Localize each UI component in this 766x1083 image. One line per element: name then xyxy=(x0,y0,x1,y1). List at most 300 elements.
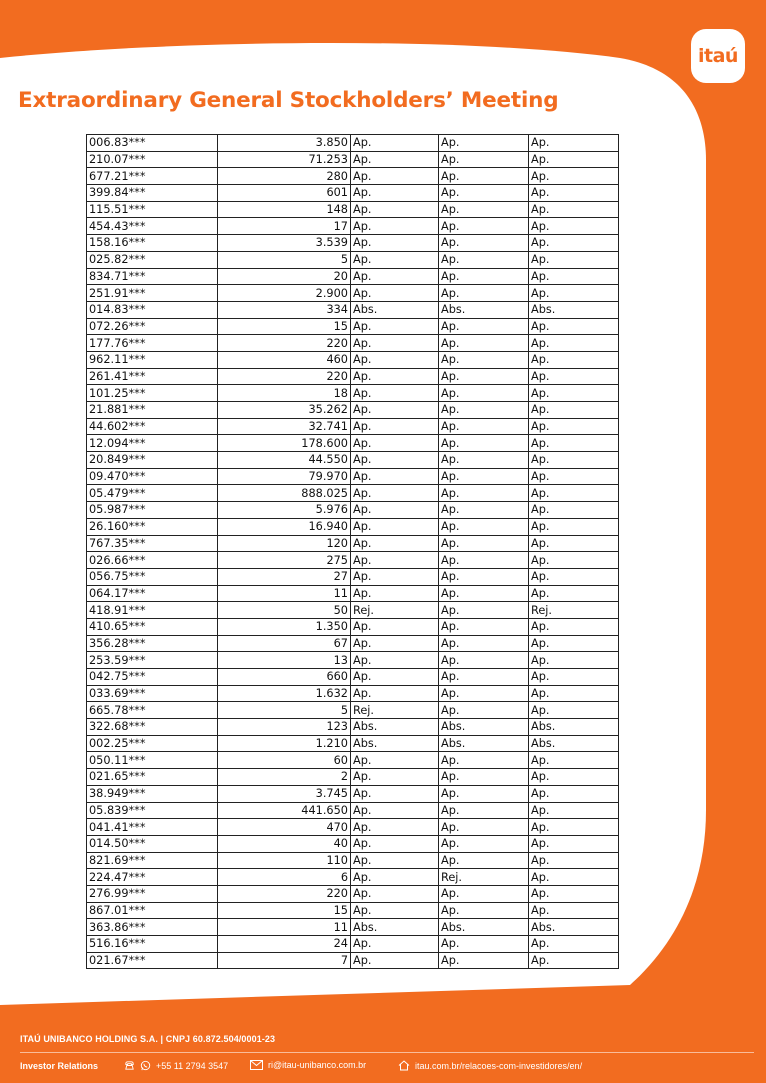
shares-cell: 120 xyxy=(218,535,351,552)
stockholder-id-cell: 44.602*** xyxy=(87,418,218,435)
stockholder-id-cell: 356.28*** xyxy=(87,635,218,652)
vote-item-3-cell: Ap. xyxy=(529,585,619,602)
vote-item-1-cell: Ap. xyxy=(351,885,439,902)
vote-item-1-cell: Ap. xyxy=(351,318,439,335)
vote-item-1-cell: Ap. xyxy=(351,785,439,802)
table-row xyxy=(87,852,619,869)
vote-item-1-cell: Ap. xyxy=(351,351,439,368)
table-row xyxy=(87,418,619,435)
table-row xyxy=(87,318,619,335)
vote-item-2-cell: Ap. xyxy=(439,952,529,969)
table-row xyxy=(87,168,619,185)
vote-item-3-cell: Ap. xyxy=(529,201,619,218)
table-row xyxy=(87,568,619,585)
stockholder-id-cell: 363.86*** xyxy=(87,919,218,936)
vote-item-2-cell: Ap. xyxy=(439,819,529,836)
company-info: ITAÚ UNIBANCO HOLDING S.A. | CNPJ 60.872.504/0001-23 xyxy=(20,1034,276,1044)
phone-contact[interactable] xyxy=(124,1060,228,1071)
stockholder-id-cell: 21.881*** xyxy=(87,402,218,419)
vote-item-1-cell: Ap. xyxy=(351,802,439,819)
table-row xyxy=(87,819,619,836)
shares-cell: 6 xyxy=(218,869,351,886)
vote-item-3-cell: Ap. xyxy=(529,885,619,902)
whatsapp-icon xyxy=(140,1060,151,1071)
vote-item-1-cell: Ap. xyxy=(351,552,439,569)
vote-item-2-cell: Ap. xyxy=(439,785,529,802)
stockholder-id-cell: 516.16*** xyxy=(87,936,218,953)
vote-item-3-cell: Ap. xyxy=(529,135,619,152)
table-row xyxy=(87,919,619,936)
vote-item-3-cell: Ap. xyxy=(529,385,619,402)
vote-item-1-cell: Ap. xyxy=(351,869,439,886)
stockholder-id-cell: 454.43*** xyxy=(87,218,218,235)
table-row xyxy=(87,235,619,252)
vote-item-1-cell: Ap. xyxy=(351,568,439,585)
vote-item-2-cell: Ap. xyxy=(439,635,529,652)
table-row xyxy=(87,135,619,152)
vote-item-3-cell: Ap. xyxy=(529,452,619,469)
table-row xyxy=(87,769,619,786)
stockholder-id-cell: 834.71*** xyxy=(87,268,218,285)
table-row xyxy=(87,301,619,318)
table-row xyxy=(87,869,619,886)
vote-item-3-cell: Ap. xyxy=(529,952,619,969)
shares-cell: 5.976 xyxy=(218,502,351,519)
stockholder-id-cell: 210.07*** xyxy=(87,151,218,168)
table-row xyxy=(87,535,619,552)
stockholder-id-cell: 006.83*** xyxy=(87,135,218,152)
vote-item-3-cell: Ap. xyxy=(529,752,619,769)
vote-item-2-cell: Ap. xyxy=(439,235,529,252)
vote-item-2-cell: Ap. xyxy=(439,402,529,419)
vote-item-1-cell: Ap. xyxy=(351,135,439,152)
shares-cell: 1.210 xyxy=(218,735,351,752)
vote-item-2-cell: Ap. xyxy=(439,318,529,335)
vote-item-3-cell: Ap. xyxy=(529,485,619,502)
vote-item-3-cell: Ap. xyxy=(529,552,619,569)
vote-item-1-cell: Ap. xyxy=(351,168,439,185)
vote-item-2-cell: Ap. xyxy=(439,618,529,635)
vote-item-3-cell: Ap. xyxy=(529,652,619,669)
table-row xyxy=(87,185,619,202)
vote-item-3-cell: Abs. xyxy=(529,719,619,736)
stockholder-id-cell: 26.160*** xyxy=(87,518,218,535)
vote-item-3-cell: Ap. xyxy=(529,669,619,686)
table-row xyxy=(87,402,619,419)
shares-cell: 220 xyxy=(218,335,351,352)
footer-divider xyxy=(20,1052,754,1053)
vote-item-2-cell: Ap. xyxy=(439,835,529,852)
table-row xyxy=(87,385,619,402)
vote-item-2-cell: Ap. xyxy=(439,368,529,385)
shares-cell: 110 xyxy=(218,852,351,869)
vote-item-2-cell: Ap. xyxy=(439,335,529,352)
vote-item-2-cell: Ap. xyxy=(439,885,529,902)
shares-cell: 178.600 xyxy=(218,435,351,452)
vote-item-3-cell: Ap. xyxy=(529,402,619,419)
vote-item-3-cell: Ap. xyxy=(529,185,619,202)
vote-item-1-cell: Ap. xyxy=(351,385,439,402)
vote-item-3-cell: Rej. xyxy=(529,602,619,619)
table-row xyxy=(87,218,619,235)
stockholder-id-cell: 021.67*** xyxy=(87,952,218,969)
vote-item-3-cell: Ap. xyxy=(529,251,619,268)
vote-item-3-cell: Ap. xyxy=(529,785,619,802)
table-row xyxy=(87,735,619,752)
shares-cell: 220 xyxy=(218,885,351,902)
shares-cell: 3.539 xyxy=(218,235,351,252)
vote-item-2-cell: Ap. xyxy=(439,535,529,552)
shares-cell: 334 xyxy=(218,301,351,318)
shares-cell: 16.940 xyxy=(218,518,351,535)
vote-item-2-cell: Ap. xyxy=(439,468,529,485)
table-row xyxy=(87,835,619,852)
footer xyxy=(0,1020,766,1083)
vote-item-1-cell: Ap. xyxy=(351,618,439,635)
vote-item-1-cell: Rej. xyxy=(351,602,439,619)
vote-item-1-cell: Ap. xyxy=(351,769,439,786)
vote-item-2-cell: Ap. xyxy=(439,652,529,669)
vote-item-1-cell: Ap. xyxy=(351,335,439,352)
vote-item-3-cell: Ap. xyxy=(529,285,619,302)
shares-cell: 470 xyxy=(218,819,351,836)
vote-item-1-cell: Ap. xyxy=(351,952,439,969)
website-contact[interactable] xyxy=(398,1060,582,1071)
shares-cell: 5 xyxy=(218,702,351,719)
votes-table-body xyxy=(87,135,619,969)
vote-item-1-cell: Abs. xyxy=(351,735,439,752)
table-row xyxy=(87,618,619,635)
shares-cell: 275 xyxy=(218,552,351,569)
vote-item-1-cell: Ap. xyxy=(351,669,439,686)
shares-cell: 32.741 xyxy=(218,418,351,435)
stockholder-id-cell: 101.25*** xyxy=(87,385,218,402)
table-row xyxy=(87,752,619,769)
shares-cell: 13 xyxy=(218,652,351,669)
stockholder-id-cell: 867.01*** xyxy=(87,902,218,919)
shares-cell: 40 xyxy=(218,835,351,852)
table-row xyxy=(87,885,619,902)
stockholder-id-cell: 410.65*** xyxy=(87,618,218,635)
vote-item-2-cell: Ap. xyxy=(439,802,529,819)
vote-item-3-cell: Ap. xyxy=(529,635,619,652)
vote-item-3-cell: Ap. xyxy=(529,685,619,702)
stockholder-id-cell: 251.91*** xyxy=(87,285,218,302)
vote-item-1-cell: Ap. xyxy=(351,535,439,552)
vote-item-1-cell: Ap. xyxy=(351,468,439,485)
table-row xyxy=(87,151,619,168)
shares-cell: 3.745 xyxy=(218,785,351,802)
stockholder-id-cell: 224.47*** xyxy=(87,869,218,886)
stockholder-id-cell: 041.41*** xyxy=(87,819,218,836)
table-row xyxy=(87,335,619,352)
stockholder-id-cell: 677.21*** xyxy=(87,168,218,185)
shares-cell: 24 xyxy=(218,936,351,953)
table-row xyxy=(87,552,619,569)
vote-item-1-cell: Ap. xyxy=(351,835,439,852)
stockholder-id-cell: 12.094*** xyxy=(87,435,218,452)
shares-cell: 50 xyxy=(218,602,351,619)
vote-item-2-cell: Ap. xyxy=(439,585,529,602)
shares-cell: 441.650 xyxy=(218,802,351,819)
stockholder-id-cell: 050.11*** xyxy=(87,752,218,769)
vote-item-2-cell: Abs. xyxy=(439,719,529,736)
vote-item-3-cell: Ap. xyxy=(529,368,619,385)
table-row xyxy=(87,902,619,919)
vote-item-2-cell: Ap. xyxy=(439,552,529,569)
stockholder-id-cell: 09.470*** xyxy=(87,468,218,485)
shares-cell: 18 xyxy=(218,385,351,402)
shares-cell: 601 xyxy=(218,185,351,202)
shares-cell: 60 xyxy=(218,752,351,769)
vote-item-2-cell: Ap. xyxy=(439,418,529,435)
vote-item-3-cell: Ap. xyxy=(529,335,619,352)
table-row xyxy=(87,518,619,535)
shares-cell: 11 xyxy=(218,585,351,602)
table-row xyxy=(87,201,619,218)
vote-item-2-cell: Ap. xyxy=(439,218,529,235)
vote-item-1-cell: Ap. xyxy=(351,852,439,869)
stockholder-id-cell: 399.84*** xyxy=(87,185,218,202)
shares-cell: 2 xyxy=(218,769,351,786)
stockholder-id-cell: 20.849*** xyxy=(87,452,218,469)
stockholder-id-cell: 014.50*** xyxy=(87,835,218,852)
vote-item-1-cell: Ap. xyxy=(351,368,439,385)
vote-item-2-cell: Abs. xyxy=(439,919,529,936)
stockholder-id-cell: 115.51*** xyxy=(87,201,218,218)
stockholder-id-cell: 064.17*** xyxy=(87,585,218,602)
stockholder-id-cell: 033.69*** xyxy=(87,685,218,702)
vote-item-2-cell: Ap. xyxy=(439,351,529,368)
vote-item-1-cell: Ap. xyxy=(351,268,439,285)
phone-number: +55 11 2794 3547 xyxy=(156,1060,229,1071)
vote-item-1-cell: Abs. xyxy=(351,919,439,936)
stockholder-id-cell: 021.65*** xyxy=(87,769,218,786)
vote-item-1-cell: Ap. xyxy=(351,285,439,302)
vote-item-2-cell: Ap. xyxy=(439,168,529,185)
table-row xyxy=(87,602,619,619)
vote-item-2-cell: Ap. xyxy=(439,902,529,919)
stockholder-id-cell: 158.16*** xyxy=(87,235,218,252)
stockholder-id-cell: 418.91*** xyxy=(87,602,218,619)
shares-cell: 20 xyxy=(218,268,351,285)
vote-item-1-cell: Rej. xyxy=(351,702,439,719)
shares-cell: 3.850 xyxy=(218,135,351,152)
vote-item-3-cell: Ap. xyxy=(529,902,619,919)
votes-table xyxy=(86,134,619,969)
vote-item-2-cell: Ap. xyxy=(439,385,529,402)
table-row xyxy=(87,702,619,719)
vote-item-3-cell: Ap. xyxy=(529,568,619,585)
vote-item-3-cell: Ap. xyxy=(529,936,619,953)
stockholder-id-cell: 002.25*** xyxy=(87,735,218,752)
investor-relations-label: Investor Relations xyxy=(20,1061,99,1071)
vote-item-2-cell: Ap. xyxy=(439,752,529,769)
table-row xyxy=(87,285,619,302)
vote-item-1-cell: Ap. xyxy=(351,235,439,252)
table-row xyxy=(87,936,619,953)
table-row xyxy=(87,652,619,669)
vote-item-3-cell: Abs. xyxy=(529,919,619,936)
vote-item-1-cell: Ap. xyxy=(351,151,439,168)
table-row xyxy=(87,435,619,452)
table-row xyxy=(87,268,619,285)
stockholder-id-cell: 821.69*** xyxy=(87,852,218,869)
vote-item-1-cell: Ap. xyxy=(351,402,439,419)
vote-item-2-cell: Ap. xyxy=(439,452,529,469)
vote-item-1-cell: Ap. xyxy=(351,635,439,652)
shares-cell: 7 xyxy=(218,952,351,969)
shares-cell: 660 xyxy=(218,669,351,686)
vote-item-1-cell: Ap. xyxy=(351,502,439,519)
stockholder-id-cell: 962.11*** xyxy=(87,351,218,368)
vote-item-3-cell: Ap. xyxy=(529,819,619,836)
vote-item-3-cell: Ap. xyxy=(529,535,619,552)
stockholder-id-cell: 05.987*** xyxy=(87,502,218,519)
vote-item-2-cell: Ap. xyxy=(439,568,529,585)
home-icon xyxy=(398,1060,410,1071)
shares-cell: 79.970 xyxy=(218,468,351,485)
vote-item-2-cell: Ap. xyxy=(439,485,529,502)
stockholder-id-cell: 05.479*** xyxy=(87,485,218,502)
stockholder-id-cell: 322.68*** xyxy=(87,719,218,736)
vote-item-2-cell: Ap. xyxy=(439,135,529,152)
vote-item-3-cell: Ap. xyxy=(529,618,619,635)
shares-cell: 15 xyxy=(218,902,351,919)
stockholder-id-cell: 767.35*** xyxy=(87,535,218,552)
vote-item-1-cell: Ap. xyxy=(351,418,439,435)
vote-item-3-cell: Ap. xyxy=(529,468,619,485)
vote-item-1-cell: Ap. xyxy=(351,485,439,502)
vote-item-3-cell: Ap. xyxy=(529,502,619,519)
vote-item-2-cell: Abs. xyxy=(439,301,529,318)
shares-cell: 888.025 xyxy=(218,485,351,502)
shares-cell: 35.262 xyxy=(218,402,351,419)
stockholder-id-cell: 056.75*** xyxy=(87,568,218,585)
stockholder-id-cell: 05.839*** xyxy=(87,802,218,819)
vote-item-3-cell: Ap. xyxy=(529,151,619,168)
table-row xyxy=(87,468,619,485)
vote-item-3-cell: Ap. xyxy=(529,418,619,435)
stockholder-id-cell: 042.75*** xyxy=(87,669,218,686)
vote-item-2-cell: Ap. xyxy=(439,435,529,452)
vote-item-1-cell: Ap. xyxy=(351,218,439,235)
vote-item-2-cell: Ap. xyxy=(439,502,529,519)
vote-item-3-cell: Ap. xyxy=(529,702,619,719)
vote-item-1-cell: Ap. xyxy=(351,685,439,702)
vote-item-3-cell: Abs. xyxy=(529,735,619,752)
email-contact[interactable] xyxy=(250,1060,366,1070)
stockholder-id-cell: 072.26*** xyxy=(87,318,218,335)
table-row xyxy=(87,802,619,819)
stockholder-id-cell: 276.99*** xyxy=(87,885,218,902)
table-row xyxy=(87,368,619,385)
vote-item-2-cell: Ap. xyxy=(439,602,529,619)
table-row xyxy=(87,452,619,469)
vote-item-3-cell: Ap. xyxy=(529,852,619,869)
shares-cell: 15 xyxy=(218,318,351,335)
shares-cell: 71.253 xyxy=(218,151,351,168)
email-link: ri@itau-unibanco.com.br xyxy=(268,1060,367,1070)
vote-item-2-cell: Ap. xyxy=(439,769,529,786)
table-row xyxy=(87,669,619,686)
vote-item-1-cell: Ap. xyxy=(351,452,439,469)
table-row xyxy=(87,585,619,602)
vote-item-3-cell: Ap. xyxy=(529,235,619,252)
phone-icon xyxy=(124,1060,135,1071)
vote-item-3-cell: Ap. xyxy=(529,351,619,368)
vote-item-2-cell: Ap. xyxy=(439,936,529,953)
shares-cell: 17 xyxy=(218,218,351,235)
website-link: itau.com.br/relacoes-com-investidores/en/ xyxy=(415,1060,583,1071)
table-row xyxy=(87,502,619,519)
shares-cell: 27 xyxy=(218,568,351,585)
vote-item-1-cell: Ap. xyxy=(351,185,439,202)
vote-item-3-cell: Ap. xyxy=(529,518,619,535)
shares-cell: 11 xyxy=(218,919,351,936)
vote-item-2-cell: Ap. xyxy=(439,268,529,285)
stockholder-id-cell: 026.66*** xyxy=(87,552,218,569)
vote-item-2-cell: Ap. xyxy=(439,201,529,218)
vote-item-3-cell: Ap. xyxy=(529,869,619,886)
vote-item-3-cell: Ap. xyxy=(529,168,619,185)
vote-item-1-cell: Ap. xyxy=(351,435,439,452)
table-row xyxy=(87,251,619,268)
vote-item-1-cell: Ap. xyxy=(351,251,439,268)
shares-cell: 1.632 xyxy=(218,685,351,702)
vote-item-1-cell: Ap. xyxy=(351,201,439,218)
vote-item-2-cell: Ap. xyxy=(439,251,529,268)
stockholder-id-cell: 261.41*** xyxy=(87,368,218,385)
vote-item-2-cell: Ap. xyxy=(439,185,529,202)
table-row xyxy=(87,785,619,802)
vote-item-2-cell: Abs. xyxy=(439,735,529,752)
table-row xyxy=(87,719,619,736)
shares-cell: 1.350 xyxy=(218,618,351,635)
vote-item-2-cell: Ap. xyxy=(439,151,529,168)
vote-item-1-cell: Ap. xyxy=(351,518,439,535)
vote-item-3-cell: Ap. xyxy=(529,769,619,786)
stockholder-id-cell: 665.78*** xyxy=(87,702,218,719)
shares-cell: 5 xyxy=(218,251,351,268)
vote-item-1-cell: Ap. xyxy=(351,585,439,602)
vote-item-1-cell: Ap. xyxy=(351,652,439,669)
vote-item-1-cell: Ap. xyxy=(351,902,439,919)
vote-item-2-cell: Ap. xyxy=(439,669,529,686)
stockholder-id-cell: 014.83*** xyxy=(87,301,218,318)
vote-item-2-cell: Ap. xyxy=(439,518,529,535)
shares-cell: 460 xyxy=(218,351,351,368)
vote-item-2-cell: Rej. xyxy=(439,869,529,886)
vote-item-1-cell: Abs. xyxy=(351,301,439,318)
shares-cell: 2.900 xyxy=(218,285,351,302)
vote-item-1-cell: Ap. xyxy=(351,752,439,769)
shares-cell: 148 xyxy=(218,201,351,218)
stockholder-id-cell: 253.59*** xyxy=(87,652,218,669)
vote-item-2-cell: Ap. xyxy=(439,852,529,869)
itau-logo: itaú xyxy=(691,29,745,83)
stockholder-id-cell: 38.949*** xyxy=(87,785,218,802)
table-row xyxy=(87,351,619,368)
table-row xyxy=(87,952,619,969)
vote-item-3-cell: Abs. xyxy=(529,301,619,318)
vote-item-1-cell: Ap. xyxy=(351,936,439,953)
vote-item-3-cell: Ap. xyxy=(529,218,619,235)
shares-cell: 123 xyxy=(218,719,351,736)
vote-item-3-cell: Ap. xyxy=(529,802,619,819)
table-row xyxy=(87,685,619,702)
shares-cell: 280 xyxy=(218,168,351,185)
